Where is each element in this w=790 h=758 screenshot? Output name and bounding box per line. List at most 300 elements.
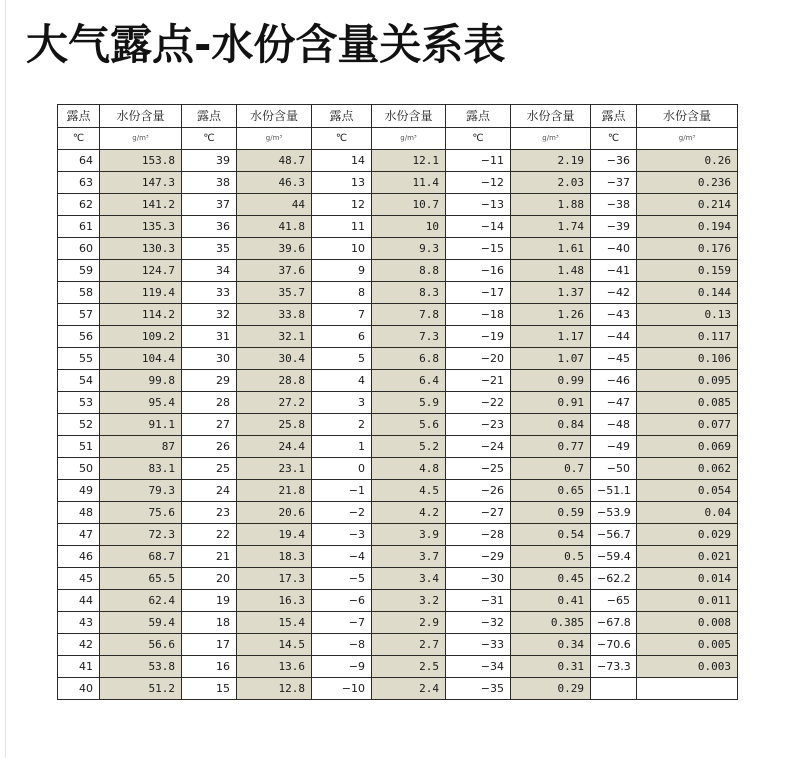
moisture-cell: 141.2 [100, 194, 182, 216]
dewpoint-cell: 17 [182, 634, 237, 656]
dewpoint-cell: −12 [446, 172, 511, 194]
moisture-cell: 0.84 [511, 414, 591, 436]
header-moisture: 水份含量 [637, 105, 738, 128]
dewpoint-cell: 9 [312, 260, 372, 282]
dewpoint-cell: 36 [182, 216, 237, 238]
dewpoint-cell: 40 [58, 678, 100, 700]
moisture-cell: 53.8 [100, 656, 182, 678]
moisture-cell: 21.8 [237, 480, 312, 502]
header-moisture: 水份含量 [511, 105, 591, 128]
moisture-cell: 0.31 [511, 656, 591, 678]
moisture-cell: 99.8 [100, 370, 182, 392]
moisture-cell: 41.8 [237, 216, 312, 238]
moisture-cell: 68.7 [100, 546, 182, 568]
moisture-cell: 1.17 [511, 326, 591, 348]
moisture-cell: 0.13 [637, 304, 738, 326]
moisture-cell: 10.7 [372, 194, 446, 216]
dewpoint-cell: −1 [312, 480, 372, 502]
moisture-cell: 0.069 [637, 436, 738, 458]
dewpoint-cell: 62 [58, 194, 100, 216]
dewpoint-cell: 60 [58, 238, 100, 260]
dewpoint-cell: −9 [312, 656, 372, 678]
dewpoint-cell: −8 [312, 634, 372, 656]
moisture-cell: 0.005 [637, 634, 738, 656]
table-row [58, 282, 738, 304]
moisture-cell: 51.2 [100, 678, 182, 700]
moisture-cell: 5.6 [372, 414, 446, 436]
dewpoint-cell: −5 [312, 568, 372, 590]
moisture-cell: 72.3 [100, 524, 182, 546]
moisture-cell: 62.4 [100, 590, 182, 612]
header-dewpoint: 露点 [182, 105, 237, 128]
dewpoint-cell: −20 [446, 348, 511, 370]
moisture-cell: 4.8 [372, 458, 446, 480]
dewpoint-cell: −18 [446, 304, 511, 326]
dewpoint-cell: −43 [591, 304, 637, 326]
dewpoint-cell: 44 [58, 590, 100, 612]
moisture-cell: 0.65 [511, 480, 591, 502]
dewpoint-cell: −23 [446, 414, 511, 436]
dewpoint-cell: −14 [446, 216, 511, 238]
unit-celsius: ℃ [58, 128, 100, 150]
moisture-cell: 6.4 [372, 370, 446, 392]
page-title: 大气露点-水份含量关系表 [26, 20, 506, 69]
dewpoint-cell: 54 [58, 370, 100, 392]
dewpoint-cell: 27 [182, 414, 237, 436]
moisture-cell: 8.3 [372, 282, 446, 304]
dewpoint-cell: −53.9 [591, 502, 637, 524]
table-row [58, 194, 738, 216]
moisture-cell: 95.4 [100, 392, 182, 414]
dewpoint-cell: 12 [312, 194, 372, 216]
dewpoint-cell: −26 [446, 480, 511, 502]
dewpoint-cell: 45 [58, 568, 100, 590]
moisture-cell: 0.106 [637, 348, 738, 370]
dewpoint-cell: 41 [58, 656, 100, 678]
moisture-cell: 79.3 [100, 480, 182, 502]
header-moisture: 水份含量 [372, 105, 446, 128]
moisture-cell: 0.029 [637, 524, 738, 546]
dewpoint-cell: −73.3 [591, 656, 637, 678]
dewpoint-cell: −49 [591, 436, 637, 458]
table-row [58, 348, 738, 370]
moisture-cell: 16.3 [237, 590, 312, 612]
dewpoint-cell: −56.7 [591, 524, 637, 546]
moisture-cell: 48.7 [237, 150, 312, 172]
dewpoint-cell: −34 [446, 656, 511, 678]
unit-celsius: ℃ [446, 128, 511, 150]
dewpoint-cell: −50 [591, 458, 637, 480]
dewpoint-cell: 50 [58, 458, 100, 480]
table-row [58, 458, 738, 480]
moisture-cell: 114.2 [100, 304, 182, 326]
dewpoint-cell: −51.1 [591, 480, 637, 502]
dewpoint-cell: −30 [446, 568, 511, 590]
unit-celsius: ℃ [182, 128, 237, 150]
dewpoint-cell: −42 [591, 282, 637, 304]
moisture-cell: 0.054 [637, 480, 738, 502]
dewpoint-moisture-table [57, 104, 738, 700]
dewpoint-cell: 57 [58, 304, 100, 326]
moisture-cell: 2.19 [511, 150, 591, 172]
dewpoint-cell: −21 [446, 370, 511, 392]
dewpoint-cell: 14 [312, 150, 372, 172]
moisture-cell: 0.021 [637, 546, 738, 568]
moisture-cell: 0.7 [511, 458, 591, 480]
moisture-cell: 17.3 [237, 568, 312, 590]
dewpoint-cell: −4 [312, 546, 372, 568]
moisture-cell: 8.8 [372, 260, 446, 282]
moisture-cell: 5.2 [372, 436, 446, 458]
unit-grams-per-cubic-meter: g/m³ [511, 128, 591, 150]
moisture-cell: 0.144 [637, 282, 738, 304]
moisture-cell: 12.1 [372, 150, 446, 172]
moisture-cell: 0.54 [511, 524, 591, 546]
table-row [58, 524, 738, 546]
dewpoint-cell: 35 [182, 238, 237, 260]
moisture-cell: 1.26 [511, 304, 591, 326]
moisture-cell: 19.4 [237, 524, 312, 546]
dewpoint-cell: 63 [58, 172, 100, 194]
moisture-cell: 2.4 [372, 678, 446, 700]
table-body [58, 105, 738, 700]
dewpoint-cell: 37 [182, 194, 237, 216]
moisture-cell: 2.7 [372, 634, 446, 656]
moisture-cell: 0.34 [511, 634, 591, 656]
dewpoint-cell: −45 [591, 348, 637, 370]
moisture-cell: 0.385 [511, 612, 591, 634]
moisture-cell: 2.9 [372, 612, 446, 634]
dewpoint-cell: −24 [446, 436, 511, 458]
dewpoint-cell: −47 [591, 392, 637, 414]
dewpoint-cell: −29 [446, 546, 511, 568]
table-row [58, 568, 738, 590]
dewpoint-cell: −7 [312, 612, 372, 634]
dewpoint-cell: 25 [182, 458, 237, 480]
moisture-cell: 2.5 [372, 656, 446, 678]
moisture-cell: 12.8 [237, 678, 312, 700]
moisture-cell: 1.07 [511, 348, 591, 370]
moisture-cell: 24.4 [237, 436, 312, 458]
table-row [58, 436, 738, 458]
header-dewpoint: 露点 [591, 105, 637, 128]
moisture-cell: 3.9 [372, 524, 446, 546]
dewpoint-cell: −11 [446, 150, 511, 172]
moisture-cell: 0.99 [511, 370, 591, 392]
dewpoint-cell: 53 [58, 392, 100, 414]
moisture-cell: 30.4 [237, 348, 312, 370]
moisture-cell: 59.4 [100, 612, 182, 634]
dewpoint-cell: 0 [312, 458, 372, 480]
dewpoint-cell: −67.8 [591, 612, 637, 634]
dewpoint-cell: −2 [312, 502, 372, 524]
table-row [58, 502, 738, 524]
dewpoint-cell: −16 [446, 260, 511, 282]
moisture-cell: 135.3 [100, 216, 182, 238]
header-dewpoint: 露点 [58, 105, 100, 128]
dewpoint-cell: 4 [312, 370, 372, 392]
table-row [58, 480, 738, 502]
moisture-cell: 87 [100, 436, 182, 458]
dewpoint-cell: −19 [446, 326, 511, 348]
dewpoint-cell: −25 [446, 458, 511, 480]
table-row [58, 656, 738, 678]
table-row [58, 216, 738, 238]
dewpoint-cell: −41 [591, 260, 637, 282]
moisture-cell: 124.7 [100, 260, 182, 282]
dewpoint-cell: −38 [591, 194, 637, 216]
moisture-cell: 23.1 [237, 458, 312, 480]
moisture-cell: 7.3 [372, 326, 446, 348]
dewpoint-cell: 42 [58, 634, 100, 656]
moisture-cell: 25.8 [237, 414, 312, 436]
moisture-cell: 15.4 [237, 612, 312, 634]
unit-grams-per-cubic-meter: g/m³ [637, 128, 738, 150]
table-row [58, 370, 738, 392]
moisture-cell: 39.6 [237, 238, 312, 260]
dewpoint-cell: 20 [182, 568, 237, 590]
moisture-cell: 0.41 [511, 590, 591, 612]
moisture-cell: 46.3 [237, 172, 312, 194]
left-edge-rule [5, 0, 6, 758]
moisture-cell: 20.6 [237, 502, 312, 524]
dewpoint-cell: 32 [182, 304, 237, 326]
header-moisture: 水份含量 [100, 105, 182, 128]
moisture-cell: 0.003 [637, 656, 738, 678]
dewpoint-cell: −36 [591, 150, 637, 172]
table-row [58, 150, 738, 172]
dewpoint-cell: 16 [182, 656, 237, 678]
unit-row [58, 128, 738, 150]
moisture-cell: 104.4 [100, 348, 182, 370]
dewpoint-cell: 6 [312, 326, 372, 348]
moisture-cell: 0.194 [637, 216, 738, 238]
moisture-cell: 147.3 [100, 172, 182, 194]
moisture-cell: 18.3 [237, 546, 312, 568]
dewpoint-cell: −70.6 [591, 634, 637, 656]
dewpoint-cell: −59.4 [591, 546, 637, 568]
moisture-cell: 11.4 [372, 172, 446, 194]
dewpoint-cell: −65 [591, 590, 637, 612]
dewpoint-cell: −44 [591, 326, 637, 348]
dewpoint-cell: −46 [591, 370, 637, 392]
dewpoint-cell: −37 [591, 172, 637, 194]
moisture-cell: 65.5 [100, 568, 182, 590]
dewpoint-cell: 31 [182, 326, 237, 348]
dewpoint-cell: 18 [182, 612, 237, 634]
dewpoint-cell: −48 [591, 414, 637, 436]
dewpoint-cell: −32 [446, 612, 511, 634]
dewpoint-cell: 3 [312, 392, 372, 414]
table-row [58, 238, 738, 260]
moisture-cell: 0.29 [511, 678, 591, 700]
dewpoint-cell: 55 [58, 348, 100, 370]
moisture-cell: 5.9 [372, 392, 446, 414]
moisture-cell: 35.7 [237, 282, 312, 304]
table-row [58, 260, 738, 282]
moisture-cell: 13.6 [237, 656, 312, 678]
moisture-cell: 109.2 [100, 326, 182, 348]
dewpoint-cell: 52 [58, 414, 100, 436]
moisture-cell: 3.7 [372, 546, 446, 568]
table-row [58, 172, 738, 194]
unit-grams-per-cubic-meter: g/m³ [100, 128, 182, 150]
dewpoint-cell: 2 [312, 414, 372, 436]
table-row [58, 590, 738, 612]
moisture-cell: 0.176 [637, 238, 738, 260]
dewpoint-cell: −22 [446, 392, 511, 414]
dewpoint-cell: 29 [182, 370, 237, 392]
dewpoint-cell: 46 [58, 546, 100, 568]
dewpoint-cell: 7 [312, 304, 372, 326]
moisture-cell: 153.8 [100, 150, 182, 172]
moisture-cell: 28.8 [237, 370, 312, 392]
moisture-cell: 0.91 [511, 392, 591, 414]
dewpoint-cell: 34 [182, 260, 237, 282]
moisture-cell: 0.159 [637, 260, 738, 282]
moisture-cell: 0.59 [511, 502, 591, 524]
header-dewpoint: 露点 [446, 105, 511, 128]
dewpoint-cell: 56 [58, 326, 100, 348]
table-row [58, 304, 738, 326]
table-row [58, 546, 738, 568]
dewpoint-cell: 49 [58, 480, 100, 502]
moisture-cell: 1.48 [511, 260, 591, 282]
moisture-cell: 4.5 [372, 480, 446, 502]
dewpoint-cell: −6 [312, 590, 372, 612]
moisture-cell: 1.74 [511, 216, 591, 238]
moisture-cell: 0.236 [637, 172, 738, 194]
moisture-cell: 33.8 [237, 304, 312, 326]
table-row [58, 678, 738, 700]
moisture-cell: 1.37 [511, 282, 591, 304]
moisture-cell: 0.062 [637, 458, 738, 480]
unit-grams-per-cubic-meter: g/m³ [237, 128, 312, 150]
dewpoint-cell: −39 [591, 216, 637, 238]
dewpoint-cell: 43 [58, 612, 100, 634]
moisture-cell: 7.8 [372, 304, 446, 326]
dewpoint-cell: −28 [446, 524, 511, 546]
moisture-cell: 0.014 [637, 568, 738, 590]
dewpoint-cell: 23 [182, 502, 237, 524]
dewpoint-cell: 13 [312, 172, 372, 194]
moisture-cell: 0.011 [637, 590, 738, 612]
dewpoint-cell: 28 [182, 392, 237, 414]
dewpoint-cell: 47 [58, 524, 100, 546]
dewpoint-cell: 19 [182, 590, 237, 612]
dewpoint-cell: −17 [446, 282, 511, 304]
moisture-cell: 0.214 [637, 194, 738, 216]
dewpoint-cell: 48 [58, 502, 100, 524]
dewpoint-cell: 33 [182, 282, 237, 304]
moisture-cell: 0.095 [637, 370, 738, 392]
moisture-cell [637, 678, 738, 700]
header-dewpoint: 露点 [312, 105, 372, 128]
dewpoint-cell [591, 678, 637, 700]
moisture-cell: 1.61 [511, 238, 591, 260]
dewpoint-cell: −31 [446, 590, 511, 612]
moisture-cell: 0.77 [511, 436, 591, 458]
dewpoint-cell: 64 [58, 150, 100, 172]
dewpoint-cell: 39 [182, 150, 237, 172]
moisture-cell: 0.085 [637, 392, 738, 414]
dewpoint-cell: 8 [312, 282, 372, 304]
dewpoint-cell: 26 [182, 436, 237, 458]
dewpoint-cell: −35 [446, 678, 511, 700]
unit-celsius: ℃ [312, 128, 372, 150]
header-moisture: 水份含量 [237, 105, 312, 128]
dewpoint-cell: 24 [182, 480, 237, 502]
dewpoint-cell: 15 [182, 678, 237, 700]
dewpoint-cell: −3 [312, 524, 372, 546]
moisture-cell: 83.1 [100, 458, 182, 480]
dewpoint-cell: −40 [591, 238, 637, 260]
moisture-cell: 56.6 [100, 634, 182, 656]
dewpoint-cell: −13 [446, 194, 511, 216]
moisture-cell: 119.4 [100, 282, 182, 304]
moisture-cell: 0.26 [637, 150, 738, 172]
moisture-cell: 0.04 [637, 502, 738, 524]
dewpoint-cell: 30 [182, 348, 237, 370]
dewpoint-cell: 21 [182, 546, 237, 568]
dewpoint-cell: 58 [58, 282, 100, 304]
moisture-cell: 75.6 [100, 502, 182, 524]
moisture-cell: 0.008 [637, 612, 738, 634]
unit-grams-per-cubic-meter: g/m³ [372, 128, 446, 150]
moisture-cell: 0.45 [511, 568, 591, 590]
dewpoint-cell: −62.2 [591, 568, 637, 590]
unit-celsius: ℃ [591, 128, 637, 150]
moisture-cell: 0.077 [637, 414, 738, 436]
table-row [58, 634, 738, 656]
moisture-cell: 91.1 [100, 414, 182, 436]
moisture-cell: 130.3 [100, 238, 182, 260]
table-row [58, 326, 738, 348]
dewpoint-cell: 11 [312, 216, 372, 238]
moisture-cell: 6.8 [372, 348, 446, 370]
dewpoint-cell: 5 [312, 348, 372, 370]
dewpoint-cell: 59 [58, 260, 100, 282]
dewpoint-cell: 61 [58, 216, 100, 238]
dewpoint-cell: −27 [446, 502, 511, 524]
table-row [58, 414, 738, 436]
moisture-cell: 27.2 [237, 392, 312, 414]
moisture-cell: 37.6 [237, 260, 312, 282]
dewpoint-cell: 1 [312, 436, 372, 458]
dewpoint-cell: −10 [312, 678, 372, 700]
table-row [58, 392, 738, 414]
table-row [58, 612, 738, 634]
header-row [58, 105, 738, 128]
moisture-cell: 4.2 [372, 502, 446, 524]
moisture-cell: 2.03 [511, 172, 591, 194]
moisture-cell: 3.2 [372, 590, 446, 612]
dewpoint-cell: −33 [446, 634, 511, 656]
moisture-cell: 1.88 [511, 194, 591, 216]
moisture-cell: 3.4 [372, 568, 446, 590]
moisture-cell: 32.1 [237, 326, 312, 348]
moisture-cell: 44 [237, 194, 312, 216]
dewpoint-cell: 10 [312, 238, 372, 260]
moisture-cell: 10 [372, 216, 446, 238]
dewpoint-cell: 38 [182, 172, 237, 194]
moisture-cell: 0.117 [637, 326, 738, 348]
dewpoint-cell: 51 [58, 436, 100, 458]
moisture-cell: 9.3 [372, 238, 446, 260]
moisture-cell: 14.5 [237, 634, 312, 656]
dewpoint-cell: 22 [182, 524, 237, 546]
moisture-cell: 0.5 [511, 546, 591, 568]
